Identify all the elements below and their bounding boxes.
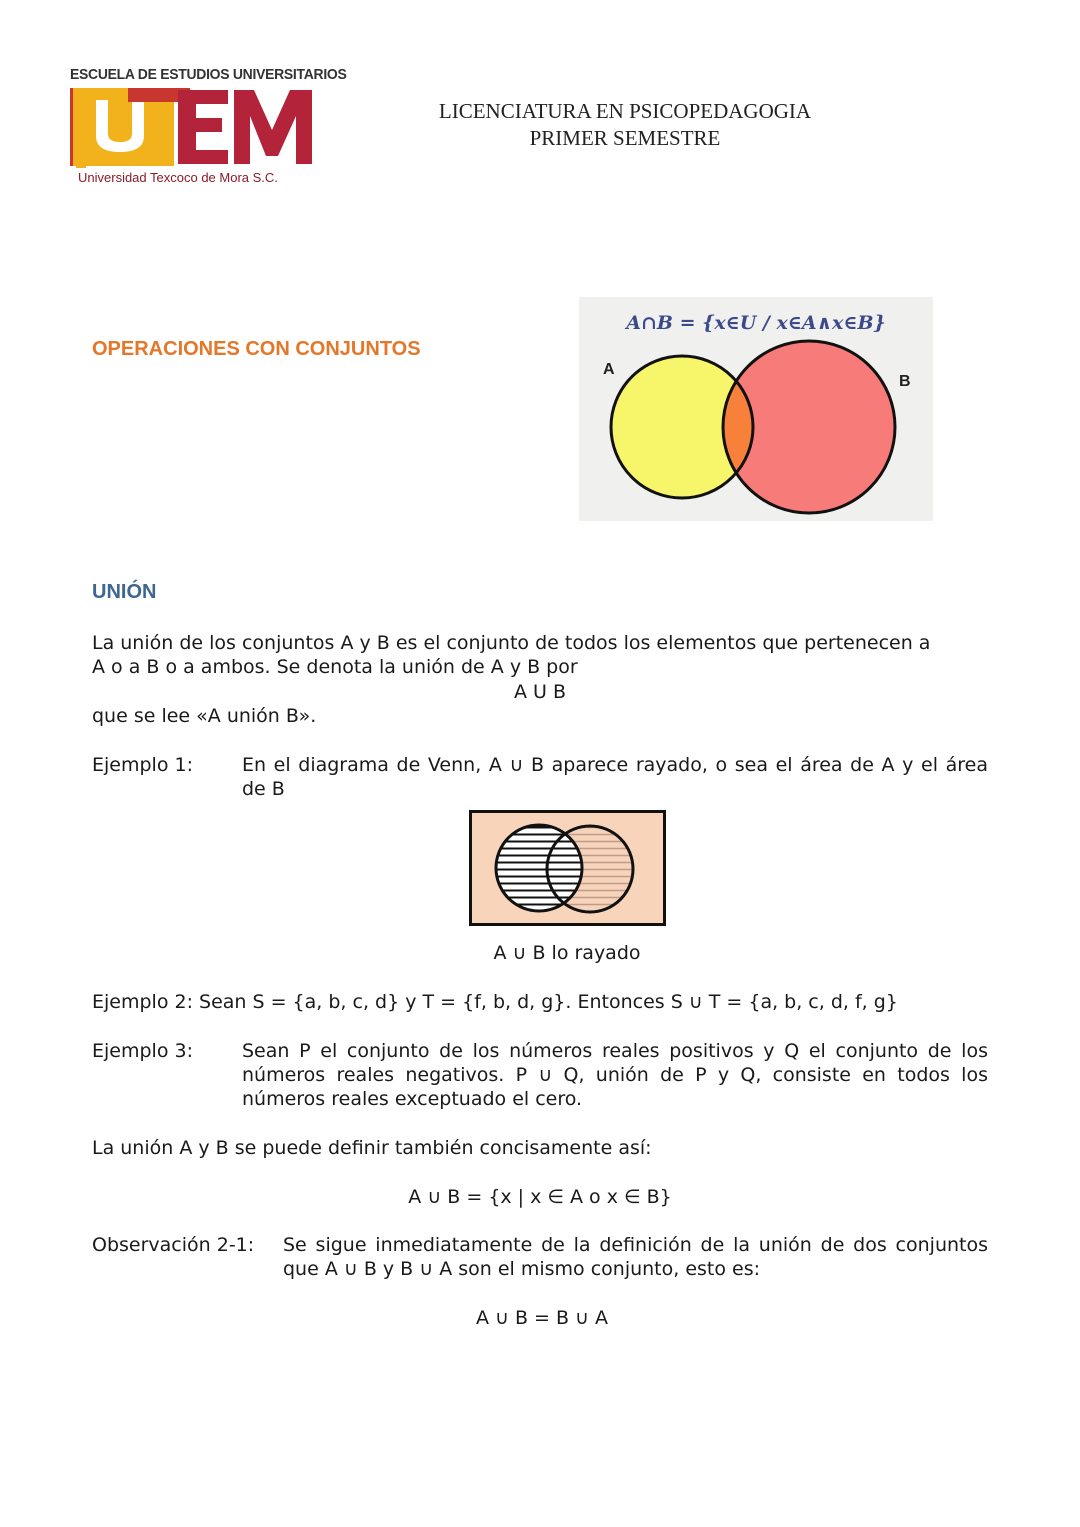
observation-label: Observación 2-1: (92, 1234, 255, 1256)
example1-text: En el diagrama de Venn, A ∪ B aparece rayado, o sea el área de A y el área de B (242, 754, 988, 800)
concise-formula: A ∪ B = {x | x ∈ A o x ∈ B} (408, 1186, 672, 1208)
utem-logo (68, 66, 347, 192)
union-definition-line2: A o a B o a ambos. Se denota la unión de A y B por (92, 656, 578, 678)
observation-text: Se sigue inmediatamente de la definición de la unión de dos conjuntos que A ∪ B y B ∪ A son el mismo conjunto, esto es: (283, 1234, 988, 1280)
label-b: B (899, 373, 911, 390)
union-hatched-venn-diagram (469, 810, 666, 926)
venn-caption: A ∪ B lo rayado (493, 942, 641, 964)
university-name: Universidad Texcoco de Mora S.C. (78, 170, 278, 185)
example1-label: Ejemplo 1: (92, 754, 193, 776)
header-degree: LICENCIATURA EN PSICOPEDAGOGIA (438, 99, 812, 123)
document-header (360, 98, 890, 152)
union-reading: que se lee «A unión B». (92, 705, 317, 727)
commutative-property: A ∪ B = B ∪ A (475, 1307, 609, 1329)
label-a: A (603, 361, 615, 378)
example2-text: Ejemplo 2: Sean S = {a, b, c, d} y T = {f, b, d, g}. Entonces S ∪ T = {a, b, c, d, f, g} (92, 991, 898, 1013)
school-name: ESCUELA DE ESTUDIOS UNIVERSITARIOS (70, 66, 347, 83)
union-title: UNIÓN (92, 581, 157, 603)
union-definition (92, 631, 988, 679)
concise-intro: La unión A y B se puede definir también concisamente así: (92, 1137, 652, 1159)
header-semester: PRIMER SEMESTRE (529, 126, 721, 150)
union-definition-line1: La unión de los conjuntos A y B es el conjunto de todos los elementos que pertenecen a (92, 632, 931, 654)
example3-label: Ejemplo 3: (92, 1040, 193, 1062)
intersection-formula: A∩B = {x∈U / x∈A∧x∈B} (626, 312, 886, 334)
union-notation: A U B (513, 681, 567, 703)
section-title: OPERACIONES CON CONJUNTOS (92, 338, 421, 360)
intersection-venn-diagram (579, 297, 933, 521)
example3-text: Sean P el conjunto de los números reales positivos y Q el conjunto de los números reales negativos. P ∪ Q, unión de P y Q, consiste en todos los números reales exceptuado el cero. (242, 1040, 988, 1110)
